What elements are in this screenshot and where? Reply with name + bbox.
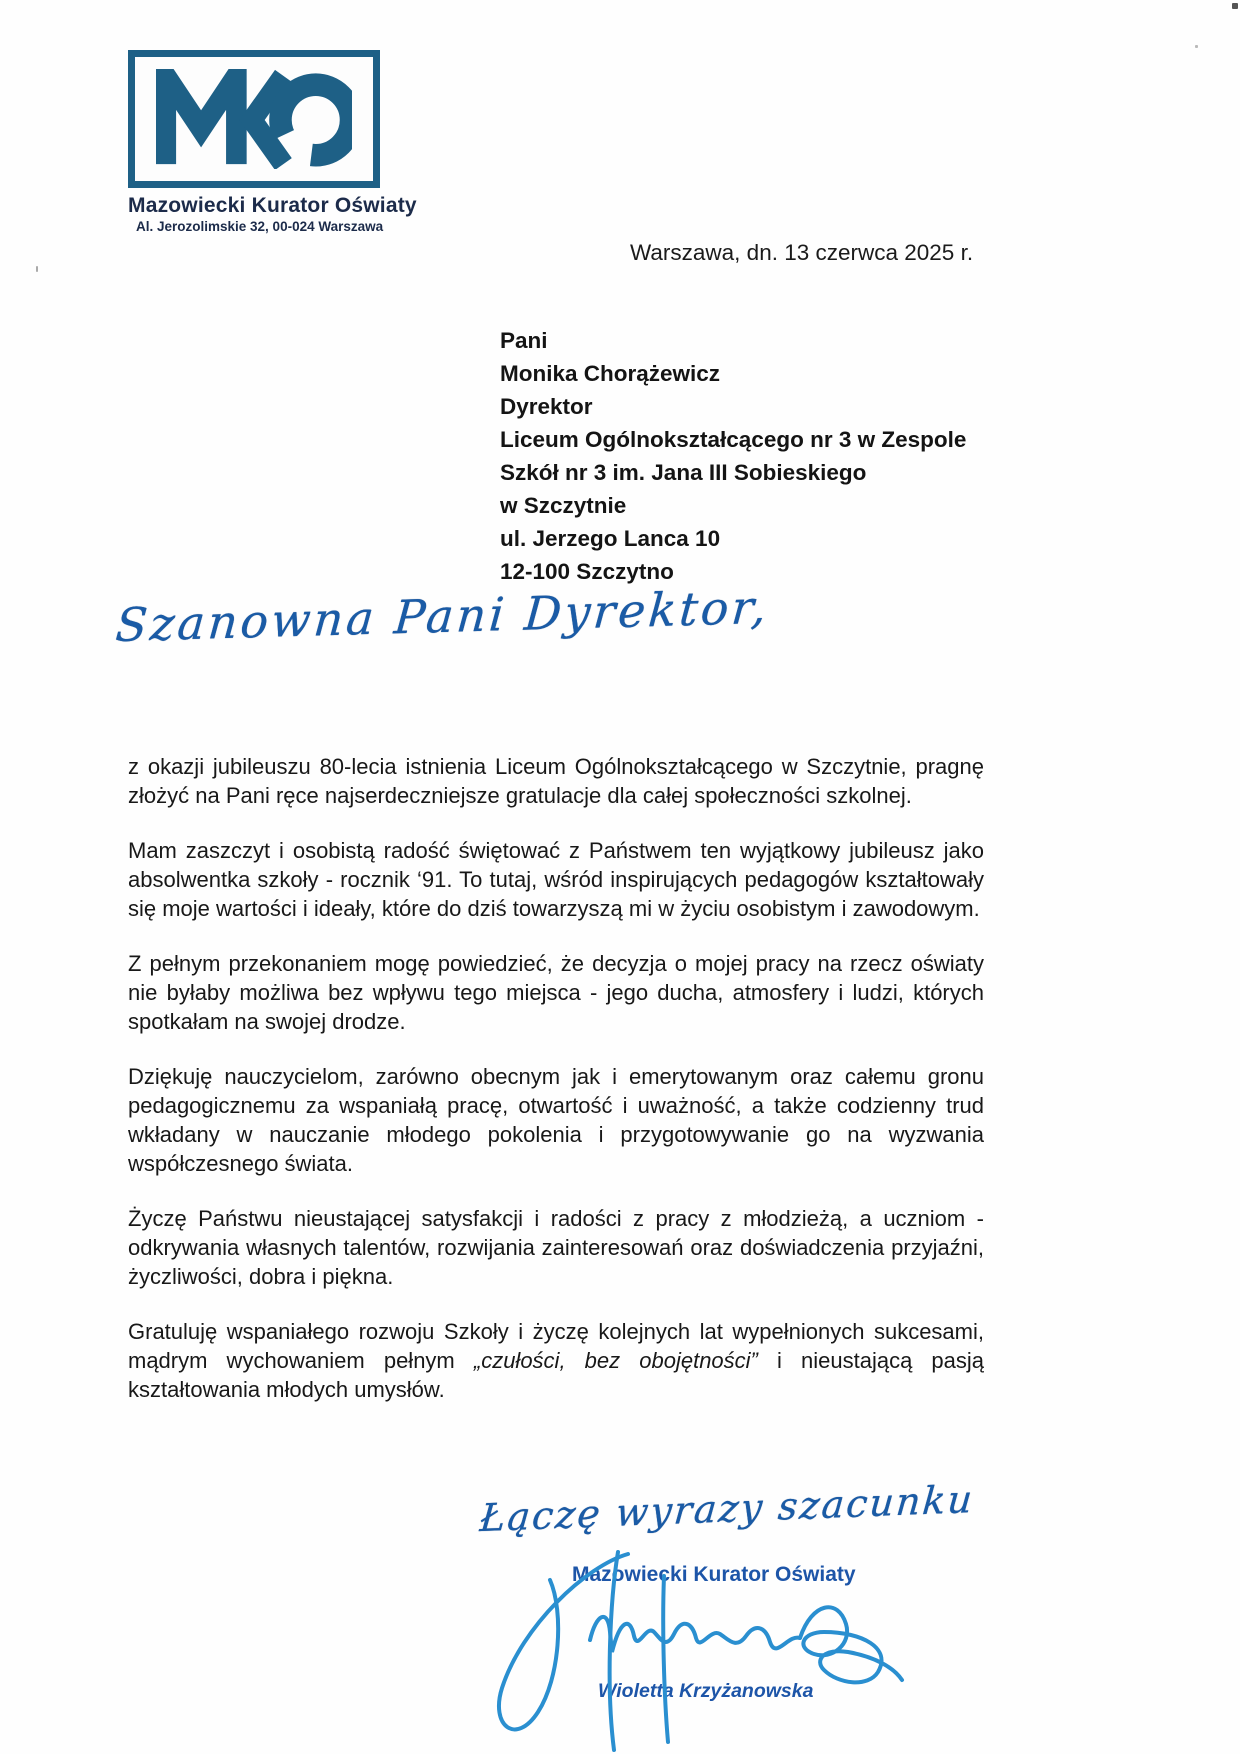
recipient-line: Liceum Ogólnokształcącego nr 3 w Zespole xyxy=(500,427,967,452)
closing-suffix: i nieustającą pasją kształtowania młodych umysłów. xyxy=(128,1348,985,1402)
letterhead xyxy=(128,50,428,234)
body-paragraph: Dziękuję nauczycielom, zarówno obecnym jak i emerytowanym oraz całemu gronu pedagogicznemu za wspaniałą pracę, otwartość i uważność, a także codzienny trud wkładany w nauczanie młodego pokolenia i przygotowywanie go na wyzwania współczesnego świata. xyxy=(128,1064,984,1176)
mko-logo xyxy=(128,50,380,188)
handwritten-closing: Łączę wyrazy szacunku xyxy=(478,1477,976,1541)
recipient-line: Szkół nr 3 im. Jana III Sobieskiego xyxy=(500,460,867,485)
body-paragraph: Z pełnym przekonaniem mogę powiedzieć, że decyzja o mojej pracy na rzecz oświaty nie byłaby możliwa bez wpływu tego miejsca - jego ducha, atmosfery i ludzi, których spotkałam na swojej drodze. xyxy=(128,951,984,1034)
mko-logo-icon xyxy=(156,69,352,169)
recipient-line: Dyrektor xyxy=(500,394,593,419)
scan-speck xyxy=(1232,3,1238,9)
signature-title: Mazowiecki Kurator Oświaty xyxy=(572,1563,856,1586)
recipient-block xyxy=(500,324,966,588)
recipient-line: 12-100 Szczytno xyxy=(500,559,674,584)
body-paragraph-closing xyxy=(128,1317,984,1404)
closing-prefix: Gratuluję wspaniałego rozwoju Szkoły i życzę kolejnych lat wypełnionych sukcesami, mądrym wychowaniem pełnym xyxy=(128,1319,984,1373)
closing-quote: „czułości, bez obojętności” xyxy=(473,1348,758,1373)
scan-speck xyxy=(36,266,38,272)
body-paragraph: z okazji jubileuszu 80-lecia istnienia Liceum Ogólnokształcącego w Szczytnie, pragnę złożyć na Pani ręce najserdeczniejsze gratulacje dla całej społeczności szkolnej. xyxy=(128,754,984,808)
recipient-line: Pani xyxy=(500,328,548,353)
scan-speck xyxy=(1195,45,1198,48)
recipient-line: w Szczytnie xyxy=(500,493,627,518)
handwritten-salutation: Szanowna Pani Dyrektor, xyxy=(113,579,772,653)
body-paragraph: Mam zaszczyt i osobistą radość świętować z Państwem ten wyjątkowy jubileusz jako absolwentka szkoły - rocznik ‘91. To tutaj, wśród inspirujących pedagogów kształtowały się moje wartości i ideały, które do dziś towarzyszą mi w życiu osobistym i zawodowym. xyxy=(128,838,984,921)
signature-name: Wioletta Krzyżanowska xyxy=(598,1680,814,1702)
dateline: Warszawa, dn. 13 czerwca 2025 r. xyxy=(630,240,974,265)
org-name: Mazowiecki Kurator Oświaty xyxy=(128,194,417,217)
recipient-line: ul. Jerzego Lanca 10 xyxy=(500,526,721,551)
recipient-line: Monika Chorążewicz xyxy=(500,361,721,386)
body-paragraph: Życzę Państwu nieustającej satysfakcji i radości z pracy z młodzieżą, a uczniom - odkrywania własnych talentów, rozwijania zainteresowań oraz doświadczenia przyjaźni, życzliwości, dobra i piękna. xyxy=(128,1206,984,1289)
signature-ink-icon xyxy=(468,1540,908,1754)
letter-body xyxy=(128,752,984,1430)
org-address: Al. Jerozolimskie 32, 00-024 Warszawa xyxy=(136,219,384,234)
